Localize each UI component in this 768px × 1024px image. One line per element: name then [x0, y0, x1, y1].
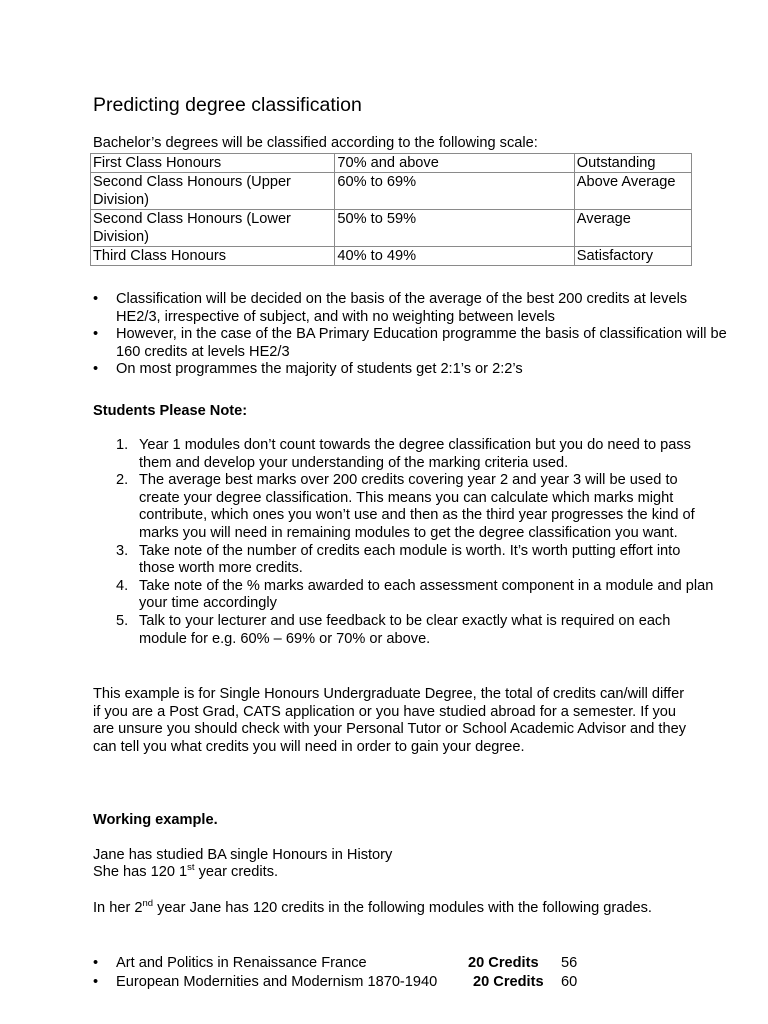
table-cell: 50% to 59%: [335, 210, 574, 247]
module-grade: 60: [561, 974, 578, 990]
text-segment: year Jane has 120 credits in the following modules with the following grades.: [153, 900, 652, 916]
list-item: [93, 326, 733, 361]
table-row: [91, 154, 692, 173]
list-item: [93, 974, 653, 993]
ordinal-suffix: st: [187, 862, 195, 873]
table-row: [91, 173, 692, 210]
module-credits: 20 Credits: [473, 974, 544, 990]
classification-table: [90, 153, 692, 266]
list-item: [116, 472, 716, 542]
list-item: [93, 955, 653, 974]
modules-list: [93, 955, 653, 993]
working-example-heading: Working example.: [93, 812, 218, 828]
table-cell: Second Class Honours (Upper Division): [91, 173, 335, 210]
classification-bullets: [93, 291, 733, 379]
list-item: [116, 578, 716, 613]
bullet-icon: •: [93, 361, 99, 378]
list-item-text: Take note of the number of credits each module is worth. It’s worth putting effort into those worth more credits.: [139, 542, 681, 577]
bullet-icon: •: [93, 326, 99, 343]
list-number: 2.: [116, 472, 129, 489]
notes-list: [116, 437, 716, 648]
list-item-text: The average best marks over 200 credits covering year 2 and year 3 will be used to create your degree classification. This means you can calculate which marks might contribute, which ones you won’t use and then as the third year progresses the kind of marks you will need in remaining modules to get the degree classification you want.: [139, 472, 695, 541]
bullet-icon: •: [93, 291, 99, 307]
table-cell: First Class Honours: [91, 154, 335, 173]
text-segment: She has 120 1: [93, 864, 188, 880]
list-item-text: Talk to your lecturer and use feedback to be clear exactly what is required on each module for e.g. 60% – 69% or 70% or above.: [139, 612, 671, 647]
list-item-text: Year 1 modules don’t count towards the degree classification but you do need to pass them and develop your understanding of the marking criteria used.: [139, 437, 691, 471]
list-item-text: Classification will be decided on the basis of the average of the best 200 credits at levels HE2/3, irrespective of subject, and with no weighting between levels: [116, 291, 688, 325]
list-number: 3.: [116, 542, 129, 559]
notes-heading: Students Please Note:: [93, 403, 248, 419]
table-cell: Outstanding: [574, 154, 691, 173]
page-title: Predicting degree classification: [93, 94, 362, 116]
intro-text: Bachelor’s degrees will be classified according to the following scale:: [93, 135, 538, 151]
table-cell: 70% and above: [335, 154, 574, 173]
list-item-text: However, in the case of the BA Primary Education programme the basis of classification will be 160 credits at levels HE2/3: [116, 326, 727, 360]
module-name: European Modernities and Modernism 1870-1940: [116, 974, 438, 990]
list-item: [116, 437, 716, 472]
table-cell: Average: [574, 210, 691, 247]
table-cell: Above Average: [574, 173, 691, 210]
list-item: [116, 543, 716, 578]
module-grade: 56: [561, 955, 578, 971]
list-number: 5.: [116, 612, 129, 629]
list-item-text: Take note of the % marks awarded to each assessment component in a module and plan your time accordingly: [139, 577, 714, 612]
jane-line-1: Jane has studied BA single Honours in History: [93, 847, 393, 863]
bullet-icon: •: [93, 955, 99, 971]
table-cell: Second Class Honours (Lower Division): [91, 210, 335, 247]
table-row: [91, 247, 692, 266]
table-row: [91, 210, 692, 247]
list-item-text: On most programmes the majority of students get 2:1’s or 2:2’s: [116, 361, 523, 378]
list-item: [116, 613, 716, 648]
text-segment: In her 2: [93, 900, 143, 916]
bullet-icon: •: [93, 974, 99, 990]
table-cell: 40% to 49%: [335, 247, 574, 266]
table-cell: Satisfactory: [574, 247, 691, 266]
module-name: Art and Politics in Renaissance France: [116, 955, 367, 971]
jane-line-2: [93, 864, 278, 882]
jane-line-3: [93, 900, 653, 918]
table-cell: Third Class Honours: [91, 247, 335, 266]
list-item: [93, 291, 733, 326]
module-credits: 20 Credits: [468, 955, 539, 971]
list-number: 1.: [116, 437, 129, 453]
list-item: [93, 361, 733, 379]
example-paragraph: This example is for Single Honours Undergraduate Degree, the total of credits can/will differ if you are a Post Grad, CATS application or you have studied abroad for a semester. If you are unsure you should check with your Personal Tutor or School Academic Advisor and they can tell you what credits you will need in order to gain your degree.: [93, 686, 686, 755]
text-segment: year credits.: [194, 864, 279, 880]
table-cell: 60% to 69%: [335, 173, 574, 210]
list-number: 4.: [116, 577, 129, 594]
ordinal-suffix: nd: [142, 898, 154, 909]
